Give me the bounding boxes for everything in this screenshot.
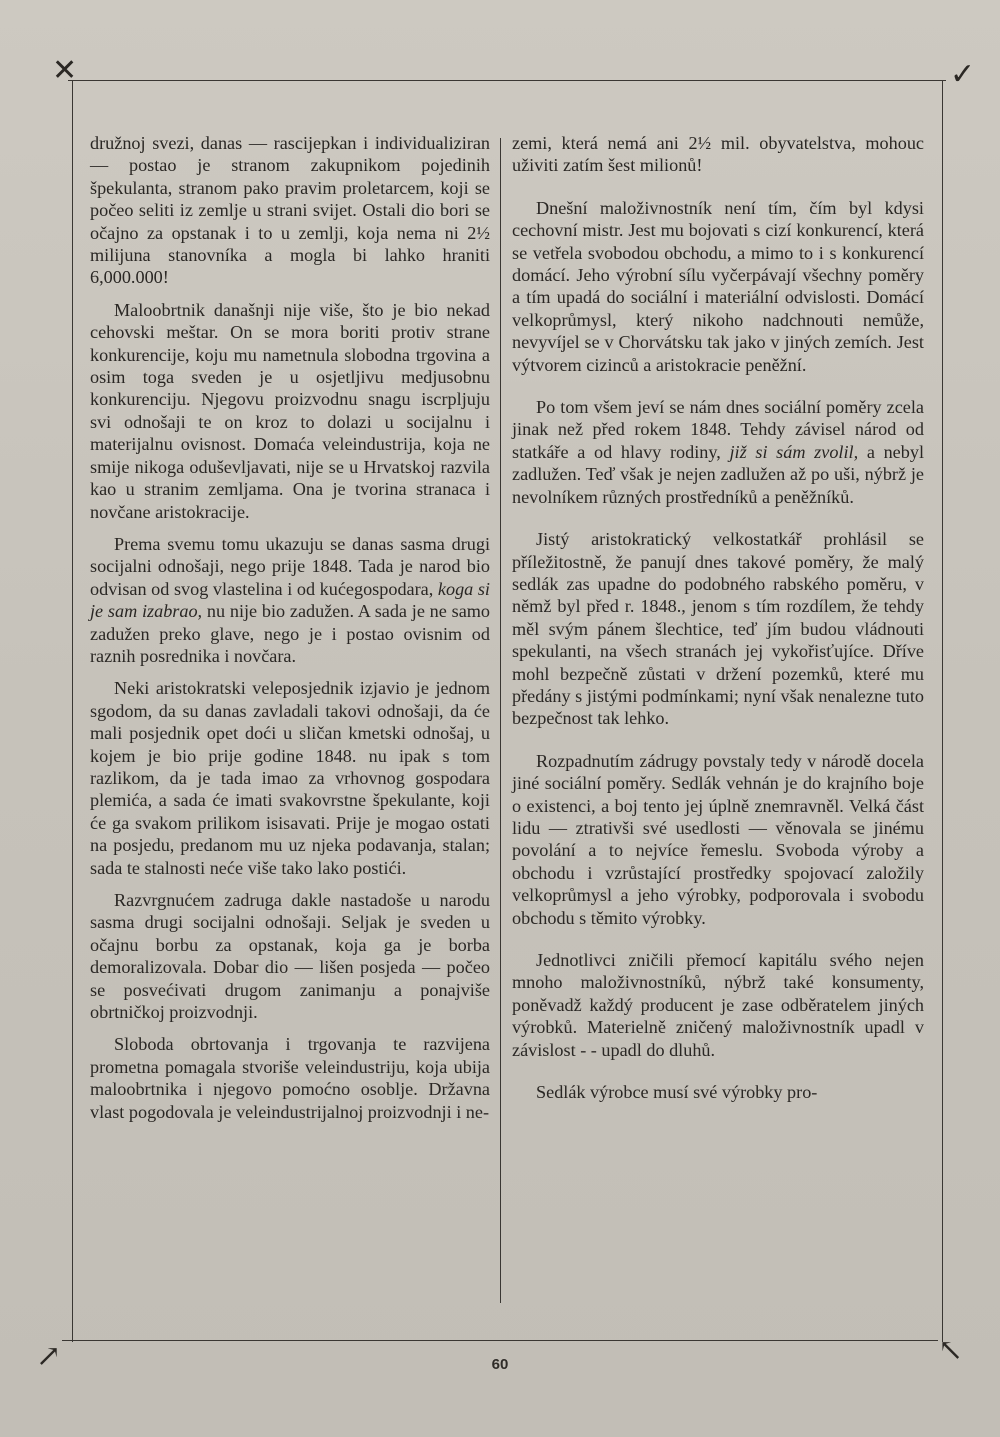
italic-phrase: koga si je sam izabrao, (90, 578, 490, 622)
paragraph: Rozpadnutím zádrugy povstaly tedy v národě docela jiné sociální poměry. Sedlák vehnán je do krajního boje o existenci, a boj tento jej úplně znemravněl. Velká část lidu — ztrativši své usedlosti — věnovala se jinému povolání a to nejvíce řemeslu. Svoboda výroby a obchodu i vzrůstající prostředky spojovací založily velkoprůmysl a jeho výrobky, podporovala i svobodu obchodu s těmito výrobky. (512, 750, 924, 928)
column-divider (500, 138, 501, 1303)
paragraph: Maloobrtnik današnji nije više, što je bio nekad cehovski meštar. On se mora boriti protiv strane konkurencije, koju mu nametnula slobodna trgovina a osim toga sveden je u osjetljivu medjusobnu konkurenciju. Njegovu proizvodnu snagu iscrpljuju svi odnošaji te on kroz to dolazi u socijalnu i materijalnu ovisnost. Domaća veleindustrija, koja ne smije nikoga oduševljavati, nije se u Hrvatskoj razvila kao u stranim zemljama. Ona je tvorina stranaca i novčane aristokracije. (90, 299, 490, 522)
paragraph: zemi, která nemá ani 2½ mil. obyvatelstva, mohouc uživiti zatím šest milionů! (512, 133, 924, 176)
paragraph: Dnešní maloživnostník není tím, čím byl kdysi cechovní mistr. Jest mu bojovati s cizí konkurencí, která se vetřela svobodou obchodu, a mimo to i s konkurencí domácí. Jeho výrobní sílu vyčerpávají všechny poměry a tím upadá do sociální i materiální odvislosti. Domácí velkoprůmysl, který nikoho nadchnouti nemůže, nevyvíjel se v Chorvátsku tak jako v jiných zemích. Jest výtvorem cizinců a aristokracie peněžní. (512, 197, 924, 375)
italic-phrase: již si sám zvolil, (729, 441, 859, 462)
paragraph: družnoj svezi, danas — rascijepkan i individualiziran — postao je stranom zakupnikom pojedinih špekulanta, stranom pako pravim proletarcem, koji se počeo seliti iz zemlje u strani svijet. Ostali dio bori se očajno za opstanak i to u zemlji, koja nema ni 2½ milijuna stanovníka a mogla bi lahko hraniti 6,000.000! (90, 133, 490, 288)
paragraph: Razvrgnućem zadruga dakle nastadoše u narodu sasma drugi socijalni odnošaji. Seljak je sveden u očajnu borbu za opstanak, koja ga je borba demoralizovala. Dobar dio — lišen posjeda — počeo se posvećivati drugom zanimanju a ponajviše obrtničkoj proizvodnji. (90, 890, 490, 1023)
paragraph: Prema svemu tomu ukazuju se danas sasma drugi socijalni odnošaji, nego prije 1848. Tada je narod bio odvisan od svog vlastelina i od kućegospodara, koga si je sam izabrao, nu nije bio zadužen. A sada je ne samo zadužen preko glave, nego je i postao ovisnim od raznih posrednika i novčara. (90, 533, 491, 666)
paragraph: Jednotlivci zničili přemocí kapitálu svého nejen mnoho maloživnostníků, nýbrž také konsumenty, poněvadž každý producent je zase odběratelem jiných výrobků. Materielně zničený maloživnostník upadl v závislost - - upadl do dluhů. (512, 950, 924, 1060)
corner-mark-icon: ✕ (52, 54, 78, 87)
paragraph: Po tom všem jeví se nám dnes sociální poměry zcela jinak než před rokem 1848. Tehdy závisel národ od statkáře a od hlavy rodiny, již si sám zvolil, a nebyl zadlužen. Teď však je nejen zadlužen až po uši, nýbrž je nevolníkem různých prostředníků a peněžníků. (512, 397, 924, 507)
corner-mark-icon: ✓ (950, 58, 976, 91)
bottom-rule (62, 1340, 938, 1341)
paragraph: Jistý aristokratický velkostatkář prohlásil se příležitostně, že panují dnes takové poměry, že malý sedlák zas upadne do podobného rabského poměru, v němž byl před r. 1848., jenom s tím rozdílem, že tehdy měl svým pánem šlechtice, teď jím budou vládnouti spekulanti, na všech stranách jej vykořisťujíce. Dříve mohl bezpečně zůstati v držení pozemků, které mu předány s jistými podmínkami; nyní však nenalezne tuto bezpečnost tak lehko. (512, 529, 924, 729)
top-rule (68, 80, 946, 81)
corner-mark-icon: ↗ (36, 1340, 62, 1373)
paragraph: Neki aristokratski veleposjednik izjavio je jednom sgodom, da su danas zavladali takovi odnošaji, da će mali posjednik opet doći u sličan kmetski odnošaj, u kojem je bio prije godine 1848. nu ipak s tom razlikom, da je tada imao za vrhovnog gospodara plemića, a sada će imati svakovrstne špekulante, koji će ga svakom prilikom isisavati. Prije je mogao ostati na posjedu, predanom mu uz njeka podavanja, stalan; sada te stalnosti neće više tako lako postići. (90, 678, 490, 878)
corner-mark-icon: ↖ (938, 1334, 964, 1367)
page-number: 60 (491, 1356, 509, 1373)
right-column (512, 132, 924, 1103)
right-rule (942, 80, 943, 1342)
left-rule (72, 80, 73, 1342)
paragraph: Sedlák výrobce musí své výrobky pro- (536, 1082, 818, 1103)
left-column (90, 132, 490, 1123)
paragraph: Sloboda obrtovanja i trgovanja te razvijena prometna pomagala stvoriše veleindustriju, koja ubija maloobrtnika i njegovo pomoćno osoblje. Državna vlast pogodovala je veleindustrijalnoj proizvodnji i ne- (90, 1034, 490, 1122)
